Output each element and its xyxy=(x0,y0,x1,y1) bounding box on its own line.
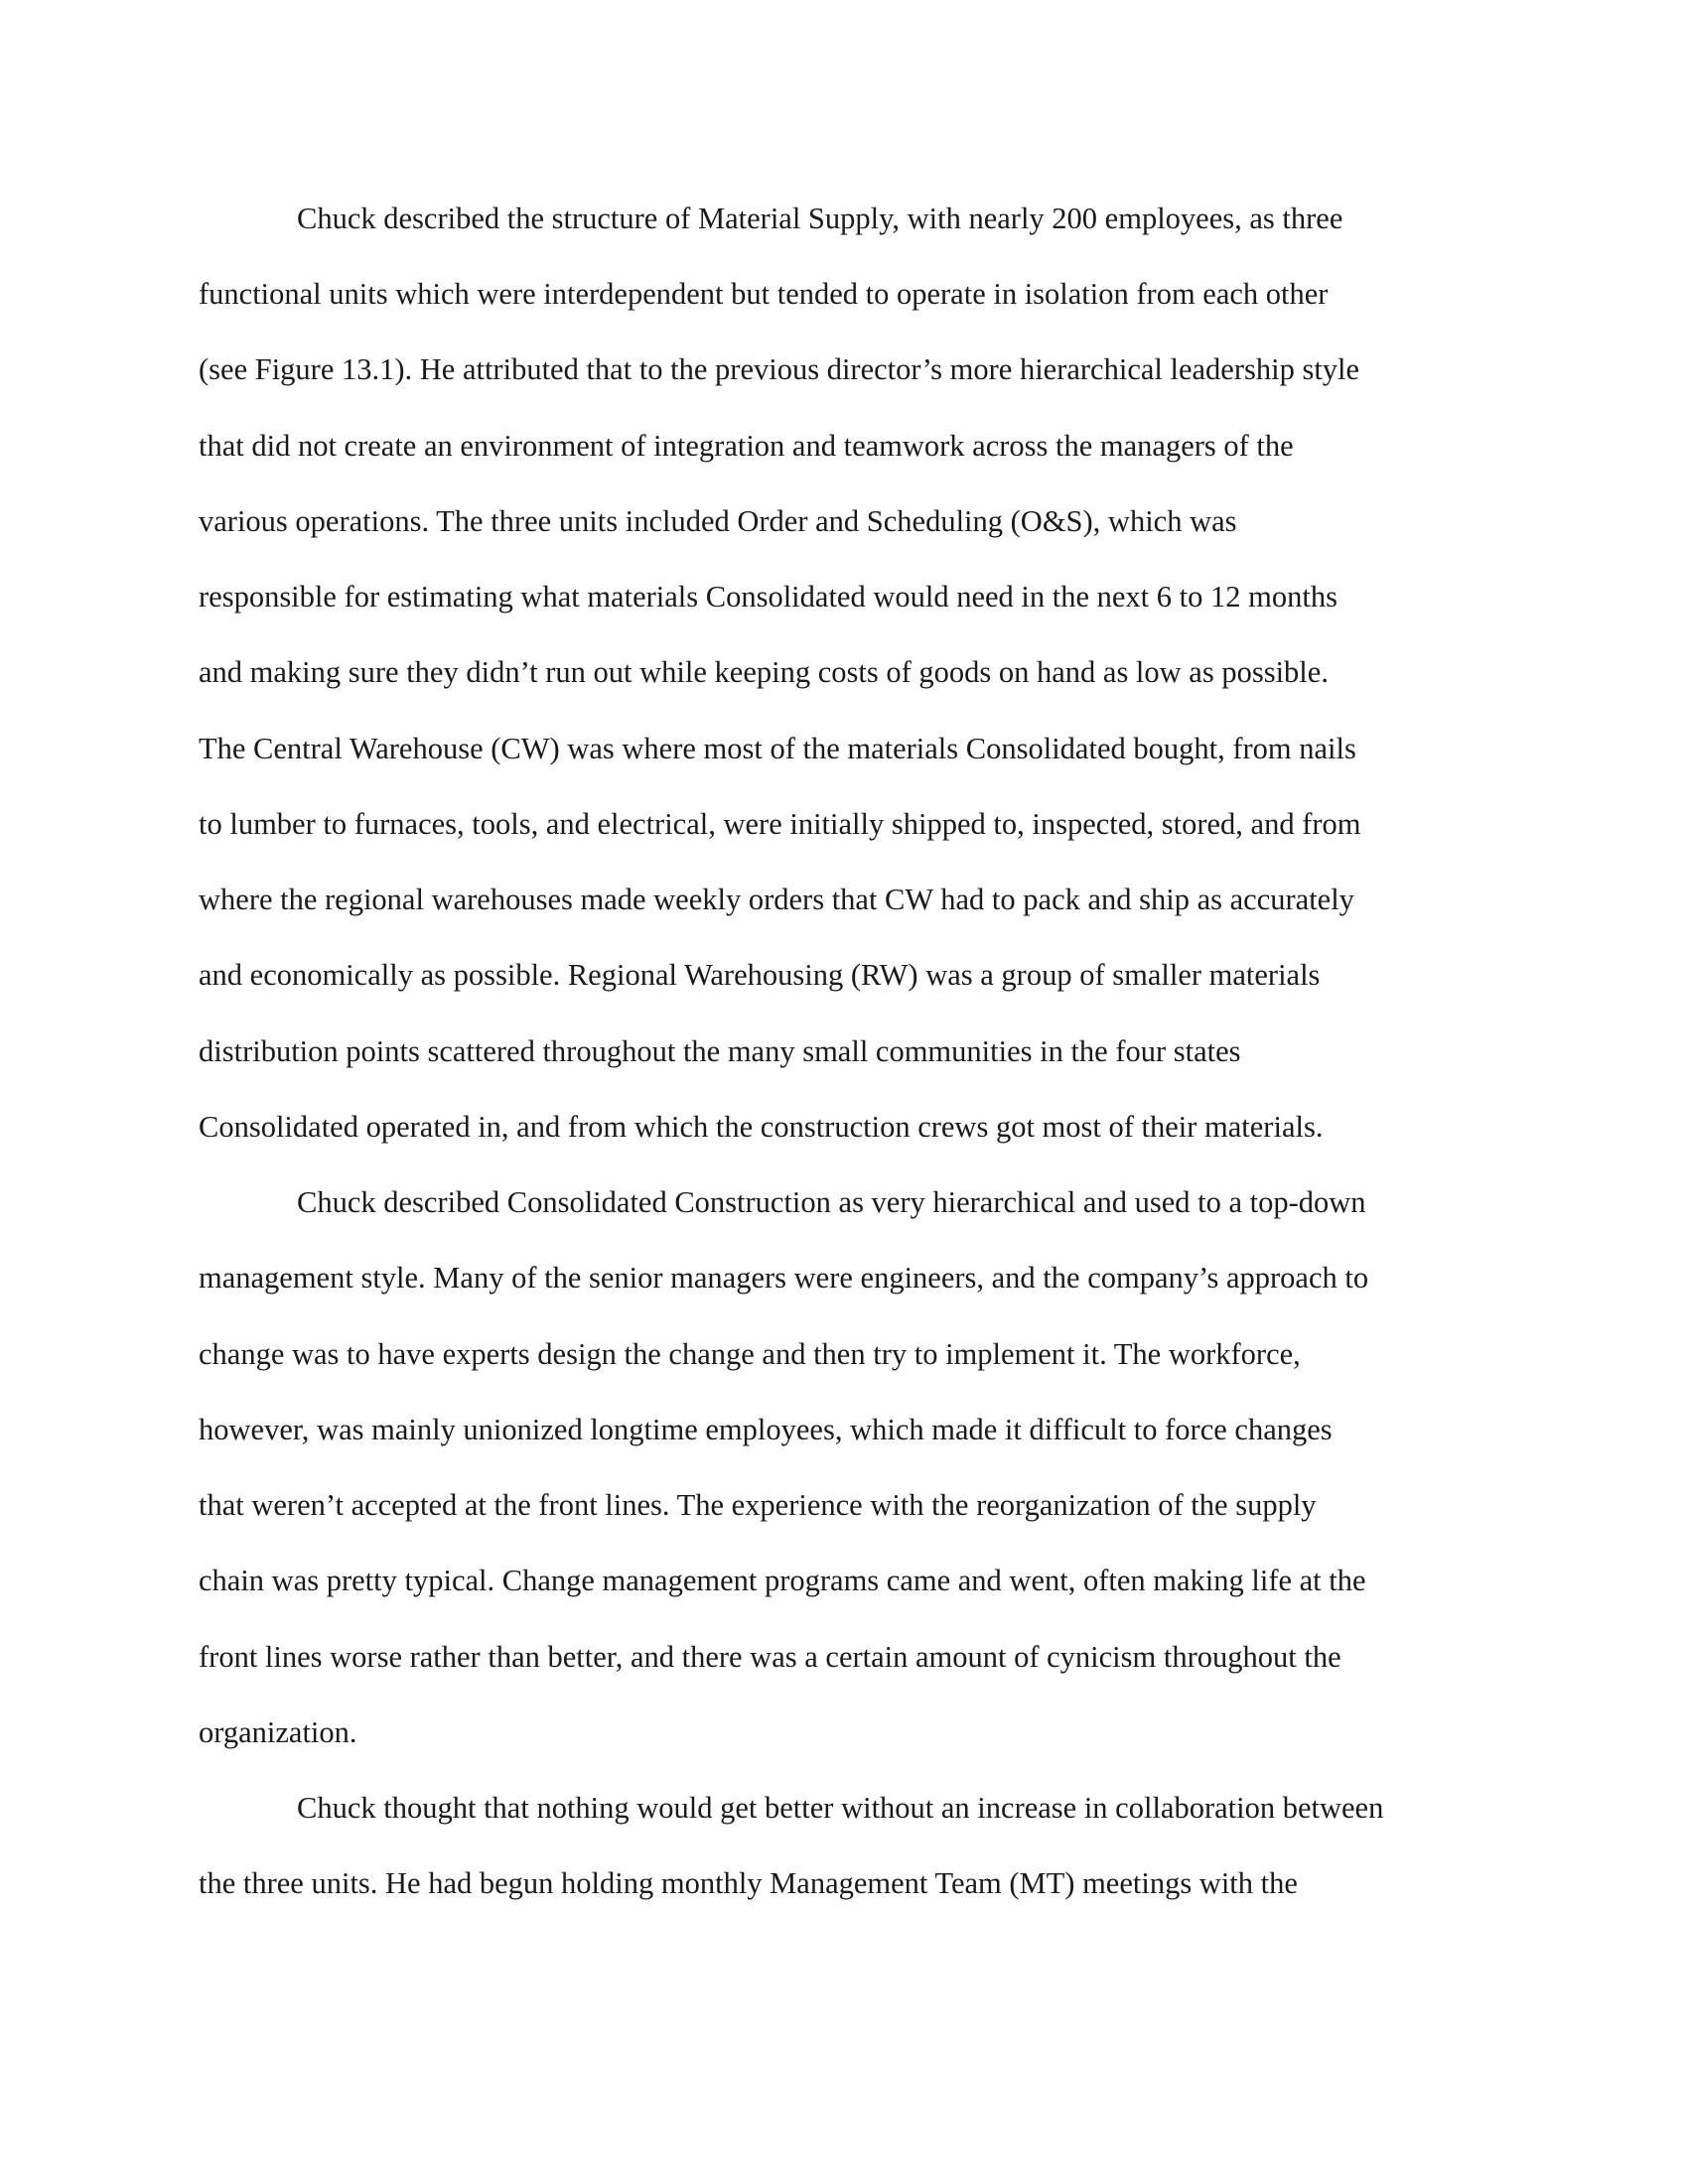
paragraph-1-line-9: to lumber to furnaces, tools, and electrical, were initially shipped to, inspected, stored, and from xyxy=(199,807,1361,841)
paragraph-2-line-3: change was to have experts design the change and then try to implement it. The workforce, xyxy=(199,1337,1301,1371)
paragraph-1-line-12: distribution points scattered throughout the many small communities in the four states xyxy=(199,1034,1241,1068)
paragraph-2-line-6: chain was pretty typical. Change management programs came and went, often making life at the xyxy=(199,1564,1366,1597)
paragraph-1-line-11: and economically as possible. Regional Warehousing (RW) was a group of smaller materials xyxy=(199,958,1321,992)
paragraph-2-line-4: however, was mainly unionized longtime employees, which made it difficult to force changes xyxy=(199,1413,1333,1446)
paragraph-3-line-2: the three units. He had begun holding monthly Management Team (MT) meetings with the xyxy=(199,1866,1298,1900)
paragraph-2-line-2: management style. Many of the senior managers were engineers, and the company’s approach to xyxy=(199,1261,1369,1295)
paragraph-1-line-7: and making sure they didn’t run out while keeping costs of goods on hand as low as possible. xyxy=(199,655,1329,689)
paragraph-1-line-8: The Central Warehouse (CW) was where most of the materials Consolidated bought, from nails xyxy=(199,732,1356,765)
paragraph-2-line-8: organization. xyxy=(199,1715,357,1749)
paragraph-1-line-1: Chuck described the structure of Material Supply, with nearly 200 employees, as three xyxy=(297,202,1343,235)
paragraph-3-line-1: Chuck thought that nothing would get better without an increase in collaboration between xyxy=(297,1791,1384,1825)
paragraph-1-line-4: that did not create an environment of integration and teamwork across the managers of the xyxy=(199,429,1294,463)
paragraph-1-line-2: functional units which were interdependent but tended to operate in isolation from each other xyxy=(199,277,1329,311)
paragraph-1-line-6: responsible for estimating what materials Consolidated would need in the next 6 to 12 months xyxy=(199,580,1337,614)
paragraph-2-line-7: front lines worse rather than better, and there was a certain amount of cynicism throughout the xyxy=(199,1640,1341,1674)
paragraph-1-line-3: (see Figure 13.1). He attributed that to the previous director’s more hierarchical leadership style xyxy=(199,352,1360,386)
paragraph-2-line-1: Chuck described Consolidated Construction as very hierarchical and used to a top-down xyxy=(297,1185,1366,1219)
paragraph-1-line-10: where the regional warehouses made weekly orders that CW had to pack and ship as accurately xyxy=(199,883,1354,916)
paragraph-2-line-5: that weren’t accepted at the front lines. The experience with the reorganization of the supply xyxy=(199,1488,1317,1522)
paragraph-1-line-5: various operations. The three units included Order and Scheduling (O&S), which was xyxy=(199,504,1237,538)
paragraph-1-line-13: Consolidated operated in, and from which the construction crews got most of their materials. xyxy=(199,1110,1324,1144)
